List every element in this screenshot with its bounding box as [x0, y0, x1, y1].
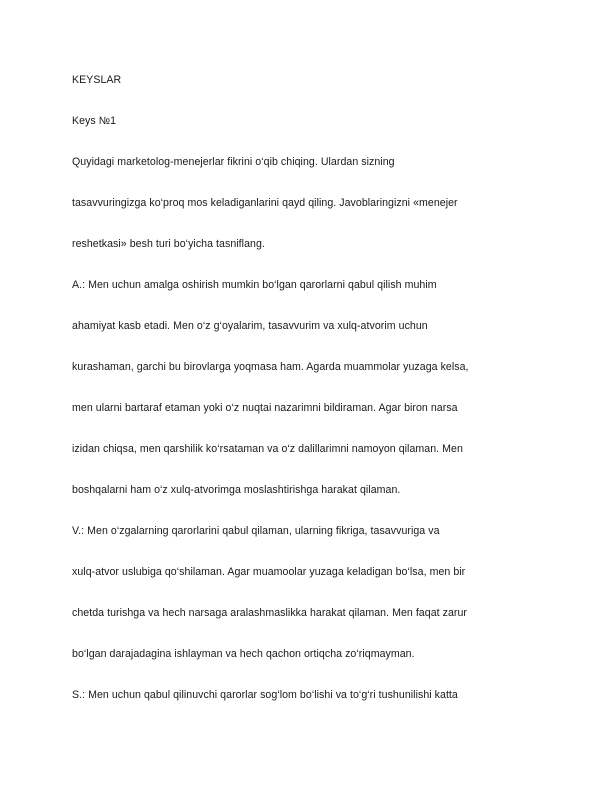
text-line: bo‘lgan darajadagina ishlayman va hech qachon ortiqcha zo‘riqmayman.: [72, 648, 415, 660]
text-line: izidan chiqsa, men qarshilik ko‘rsataman va o‘z dalillarimni namoyon qilaman. Men: [72, 443, 463, 455]
text-line: reshetkasi» besh turi bo‘yicha tasniflang.: [72, 238, 265, 250]
text-line: kurashaman, garchi bu birovlarga yoqmasa ham. Agarda muammolar yuzaga kelsa,: [72, 361, 469, 373]
option-v-line: V.: Men o‘zgalarning qarorlarini qabul qilaman, ularning fikriga, tasavvuriga va: [72, 525, 440, 537]
text-line: Quyidagi marketolog-menejerlar fikrini o‘qib chiqing. Ulardan sizning: [72, 156, 395, 168]
text-line: tasavvuringizga ko‘proq mos keladiganlarini qayd qiling. Javoblaringizni «menejer: [72, 197, 458, 209]
text-line: chetda turishga va hech narsaga aralashmaslikka harakat qilaman. Men faqat zarur: [72, 607, 468, 619]
text-line: boshqalarni ham o‘z xulq-atvorimga moslashtirishga harakat qilaman.: [72, 484, 401, 496]
text-line: xulq-atvor uslubiga qo‘shilaman. Agar muamoolar yuzaga keladigan bo‘lsa, men bir: [72, 566, 466, 578]
case-label: Keys №1: [72, 115, 117, 127]
option-s-line: S.: Men uchun qabul qilinuvchi qarorlar sog‘lom bo‘lishi va to‘g‘ri tushunilishi katta: [72, 689, 458, 701]
text-line: ahamiyat kasb etadi. Men o‘z g‘oyalarim, tasavvurim va xulq-atvorim uchun: [72, 320, 428, 332]
text-line: men ularni bartaraf etaman yoki o‘z nuqtai nazarimni bildiraman. Agar biron narsa: [72, 402, 458, 414]
option-a-line: A.: Men uchun amalga oshirish mumkin bo‘lgan qarorlarni qabul qilish muhim: [72, 279, 437, 291]
document-heading: KEYSLAR: [72, 74, 122, 86]
